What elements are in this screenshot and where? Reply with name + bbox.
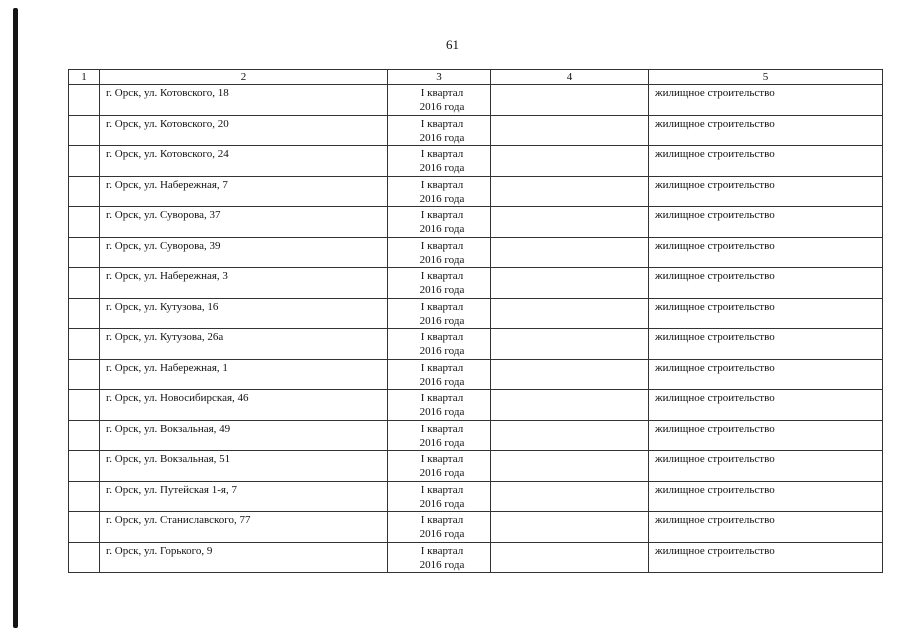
column-header-3: 3 bbox=[388, 70, 491, 85]
purpose-cell: жилищное строительство bbox=[649, 542, 883, 573]
address-cell: г. Орск, ул. Набережная, 7 bbox=[100, 176, 388, 207]
column-4-cell bbox=[491, 85, 649, 116]
column-4-cell bbox=[491, 268, 649, 299]
purpose-cell: жилищное строительство bbox=[649, 268, 883, 299]
period-quarter: I квартал bbox=[420, 544, 464, 557]
purpose-cell: жилищное строительство bbox=[649, 329, 883, 360]
row-number-cell bbox=[69, 329, 100, 360]
period-year: 2016 года bbox=[419, 253, 465, 266]
table-row bbox=[69, 329, 883, 360]
period-year: 2016 года bbox=[419, 375, 465, 388]
row-number-cell bbox=[69, 115, 100, 146]
period-cell bbox=[388, 298, 491, 329]
period-cell bbox=[388, 451, 491, 482]
row-number-cell bbox=[69, 512, 100, 543]
column-header-5: 5 bbox=[649, 70, 883, 85]
address-cell: г. Орск, ул. Котовского, 20 bbox=[100, 115, 388, 146]
table-row bbox=[69, 268, 883, 299]
row-number-cell bbox=[69, 146, 100, 177]
address-cell: г. Орск, ул. Котовского, 24 bbox=[100, 146, 388, 177]
period-cell bbox=[388, 237, 491, 268]
period-cell bbox=[388, 512, 491, 543]
address-cell: г. Орск, ул. Кутузова, 26а bbox=[100, 329, 388, 360]
row-number-cell bbox=[69, 420, 100, 451]
period-cell bbox=[388, 115, 491, 146]
period-quarter: I квартал bbox=[420, 178, 464, 191]
address-cell: г. Орск, ул. Вокзальная, 49 bbox=[100, 420, 388, 451]
period-quarter: I квартал bbox=[420, 514, 464, 526]
row-number-cell bbox=[69, 207, 100, 238]
column-4-cell bbox=[491, 237, 649, 268]
address-cell: г. Орск, ул. Набережная, 1 bbox=[100, 359, 388, 390]
period-year: 2016 года bbox=[419, 528, 465, 540]
column-4-cell bbox=[491, 146, 649, 177]
period-cell bbox=[388, 329, 491, 360]
period-quarter: I квартал bbox=[420, 361, 464, 374]
table-row bbox=[69, 512, 883, 543]
address-cell: г. Орск, ул. Путейская 1-я, 7 bbox=[100, 481, 388, 512]
table-row bbox=[69, 481, 883, 512]
period-quarter: I квартал bbox=[420, 453, 464, 465]
period-quarter: I квартал bbox=[420, 331, 464, 343]
period-quarter: I квартал bbox=[420, 483, 464, 496]
column-4-cell bbox=[491, 512, 649, 543]
row-number-cell bbox=[69, 481, 100, 512]
address-cell: г. Орск, ул. Суворова, 37 bbox=[100, 207, 388, 238]
purpose-cell: жилищное строительство bbox=[649, 512, 883, 543]
address-cell: г. Орск, ул. Набережная, 3 bbox=[100, 268, 388, 299]
column-4-cell bbox=[491, 115, 649, 146]
table-row bbox=[69, 542, 883, 573]
column-4-cell bbox=[491, 329, 649, 360]
table-row bbox=[69, 237, 883, 268]
period-quarter: I квартал bbox=[420, 300, 464, 313]
column-4-cell bbox=[491, 481, 649, 512]
period-quarter: I квартал bbox=[420, 239, 464, 252]
period-quarter: I квартал bbox=[420, 392, 464, 404]
purpose-cell: жилищное строительство bbox=[649, 451, 883, 482]
address-cell: г. Орск, ул. Новосибирская, 46 bbox=[100, 390, 388, 421]
column-header-4: 4 bbox=[491, 70, 649, 85]
row-number-cell bbox=[69, 298, 100, 329]
purpose-cell: жилищное строительство bbox=[649, 359, 883, 390]
column-4-cell bbox=[491, 359, 649, 390]
period-quarter: I квартал bbox=[420, 87, 464, 99]
period-quarter: I квартал bbox=[420, 209, 464, 221]
table-row bbox=[69, 85, 883, 116]
row-number-cell bbox=[69, 451, 100, 482]
column-number-row bbox=[69, 70, 883, 85]
scan-edge-mark bbox=[13, 8, 18, 628]
period-year: 2016 года bbox=[419, 497, 465, 510]
table-row bbox=[69, 146, 883, 177]
row-number-cell bbox=[69, 268, 100, 299]
purpose-cell: жилищное строительство bbox=[649, 390, 883, 421]
period-cell bbox=[388, 146, 491, 177]
period-cell bbox=[388, 268, 491, 299]
table-body bbox=[69, 85, 883, 573]
column-4-cell bbox=[491, 390, 649, 421]
column-4-cell bbox=[491, 420, 649, 451]
period-year: 2016 года bbox=[419, 192, 465, 205]
period-cell bbox=[388, 481, 491, 512]
period-year: 2016 года bbox=[419, 558, 465, 571]
purpose-cell: жилищное строительство bbox=[649, 85, 883, 116]
period-quarter: I квартал bbox=[420, 422, 464, 435]
purpose-cell: жилищное строительство bbox=[649, 146, 883, 177]
period-quarter: I квартал bbox=[420, 148, 464, 160]
table-row bbox=[69, 420, 883, 451]
period-cell bbox=[388, 207, 491, 238]
purpose-cell: жилищное строительство bbox=[649, 176, 883, 207]
column-4-cell bbox=[491, 542, 649, 573]
column-4-cell bbox=[491, 451, 649, 482]
table-row bbox=[69, 451, 883, 482]
period-cell bbox=[388, 85, 491, 116]
period-year: 2016 года bbox=[419, 223, 465, 235]
row-number-cell bbox=[69, 176, 100, 207]
row-number-cell bbox=[69, 390, 100, 421]
page-number: 61 bbox=[446, 37, 459, 52]
column-4-cell bbox=[491, 298, 649, 329]
row-number-cell bbox=[69, 359, 100, 390]
period-quarter: I квартал bbox=[420, 270, 464, 282]
period-cell bbox=[388, 176, 491, 207]
row-number-cell bbox=[69, 85, 100, 116]
address-cell: г. Орск, ул. Станиславского, 77 bbox=[100, 512, 388, 543]
period-year: 2016 года bbox=[419, 345, 465, 357]
row-number-cell bbox=[69, 542, 100, 573]
period-year: 2016 года bbox=[419, 436, 465, 449]
period-quarter: I квартал bbox=[420, 117, 464, 130]
address-cell: г. Орск, ул. Кутузова, 16 bbox=[100, 298, 388, 329]
column-4-cell bbox=[491, 207, 649, 238]
period-cell bbox=[388, 420, 491, 451]
row-number-cell bbox=[69, 237, 100, 268]
period-cell bbox=[388, 542, 491, 573]
purpose-cell: жилищное строительство bbox=[649, 420, 883, 451]
period-year: 2016 года bbox=[419, 284, 465, 296]
table-row bbox=[69, 207, 883, 238]
period-year: 2016 года bbox=[419, 467, 465, 479]
purpose-cell: жилищное строительство bbox=[649, 481, 883, 512]
column-header-1: 1 bbox=[69, 70, 100, 85]
purpose-cell: жилищное строительство bbox=[649, 115, 883, 146]
table-row bbox=[69, 390, 883, 421]
purpose-cell: жилищное строительство bbox=[649, 237, 883, 268]
table-row bbox=[69, 115, 883, 146]
period-year: 2016 года bbox=[419, 314, 465, 327]
address-cell: г. Орск, ул. Суворова, 39 bbox=[100, 237, 388, 268]
period-year: 2016 года bbox=[419, 406, 465, 418]
purpose-cell: жилищное строительство bbox=[649, 298, 883, 329]
table-row bbox=[69, 359, 883, 390]
purpose-cell: жилищное строительство bbox=[649, 207, 883, 238]
period-cell bbox=[388, 390, 491, 421]
address-cell: г. Орск, ул. Горького, 9 bbox=[100, 542, 388, 573]
period-year: 2016 года bbox=[419, 131, 465, 144]
period-year: 2016 года bbox=[419, 162, 465, 174]
period-cell bbox=[388, 359, 491, 390]
address-cell: г. Орск, ул. Вокзальная, 51 bbox=[100, 451, 388, 482]
address-cell: г. Орск, ул. Котовского, 18 bbox=[100, 85, 388, 116]
period-year: 2016 года bbox=[419, 101, 465, 113]
column-4-cell bbox=[491, 176, 649, 207]
land-plot-table bbox=[68, 69, 883, 573]
column-header-2: 2 bbox=[100, 70, 388, 85]
table-row bbox=[69, 176, 883, 207]
table-row bbox=[69, 298, 883, 329]
